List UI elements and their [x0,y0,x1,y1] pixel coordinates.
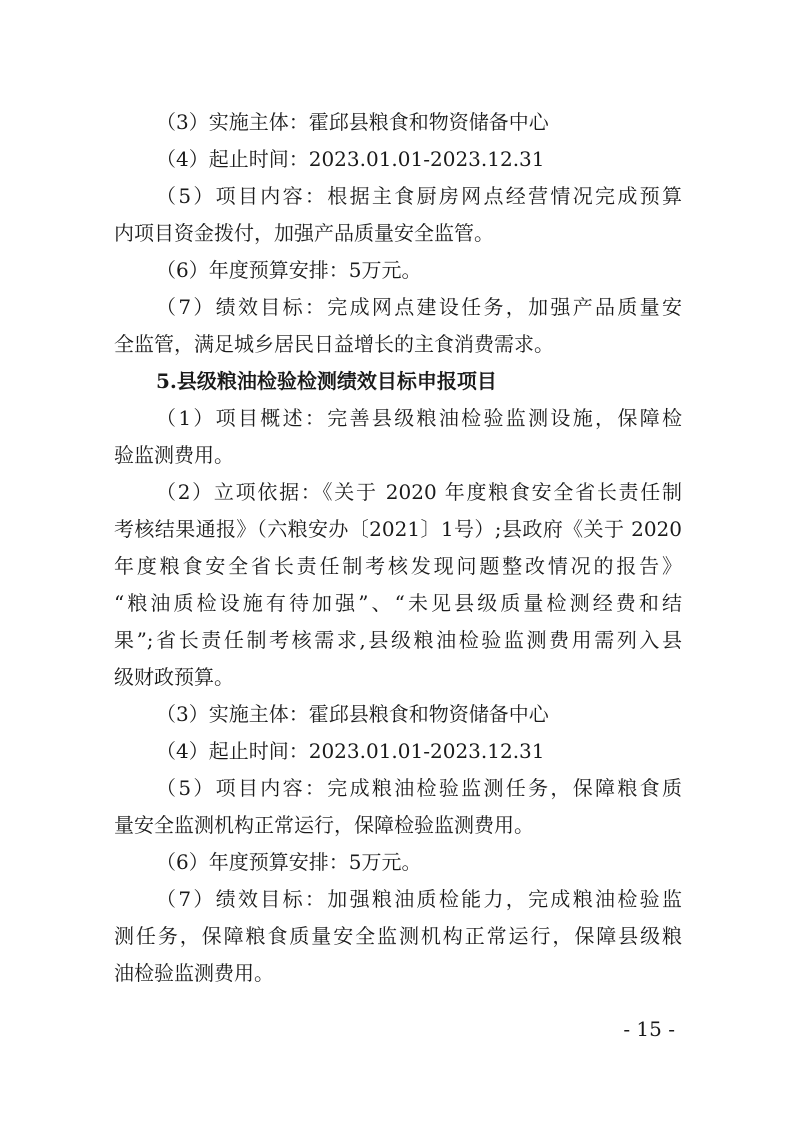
text-line: （4）起止时间：2023.01.01-2023.12.31 [156,739,545,763]
text-line: 测任务，保障粮食质量安全监测机构正常运行，保障县级粮 [114,924,682,948]
text-line: （7）绩效目标：加强粮油质检能力，完成粮油检验监 [156,887,682,911]
page-number: - 15 - [623,1017,675,1041]
text-line: （2）立项依据：《关于 2020 年度粮食安全省长责任制 [156,480,682,504]
text-line: （3）实施主体：霍邱县粮食和物资储备中心 [156,702,549,726]
text-line: 年度粮食安全省长责任制考核发现问题整改情况的报告》 [114,554,682,578]
section-heading: 5.县级粮油检验检测绩效目标申报项目 [156,369,497,393]
text-line: （6）年度预算安排：5万元。 [156,258,422,282]
text-line: 内项目资金拨付，加强产品质量安全监管。 [114,221,494,245]
document-body [114,104,682,992]
text-line: （5）项目内容：完成粮油检验监测任务，保障粮食质 [156,776,682,800]
text-line: （7）绩效目标：完成网点建设任务，加强产品质量安 [156,295,682,319]
text-line: （3）实施主体：霍邱县粮食和物资储备中心 [156,110,549,134]
text-line: 油检验监测费用。 [114,961,274,985]
text-line: “粮油质检设施有待加强”、“未见县级质量检测经费和结 [114,591,682,615]
text-line: （1）项目概述：完善县级粮油检验监测设施，保障检 [156,406,682,430]
text-line: 考核结果通报》（六粮安办〔2021〕1号）;县政府《关于 2020 [114,517,682,541]
text-line: 量安全监测机构正常运行，保障检验监测费用。 [114,813,534,837]
text-line: 全监管，满足城乡居民日益增长的主食消费需求。 [114,332,554,356]
text-line: 级财政预算。 [114,665,234,689]
text-line: 果”;省长责任制考核需求,县级粮油检验监测费用需列入县 [114,628,682,652]
text-line: （4）起止时间：2023.01.01-2023.12.31 [156,147,545,171]
text-line: （6）年度预算安排：5万元。 [156,850,422,874]
text-line: （5）项目内容：根据主食厨房网点经营情况完成预算 [156,184,682,208]
text-line: 验监测费用。 [114,443,234,467]
